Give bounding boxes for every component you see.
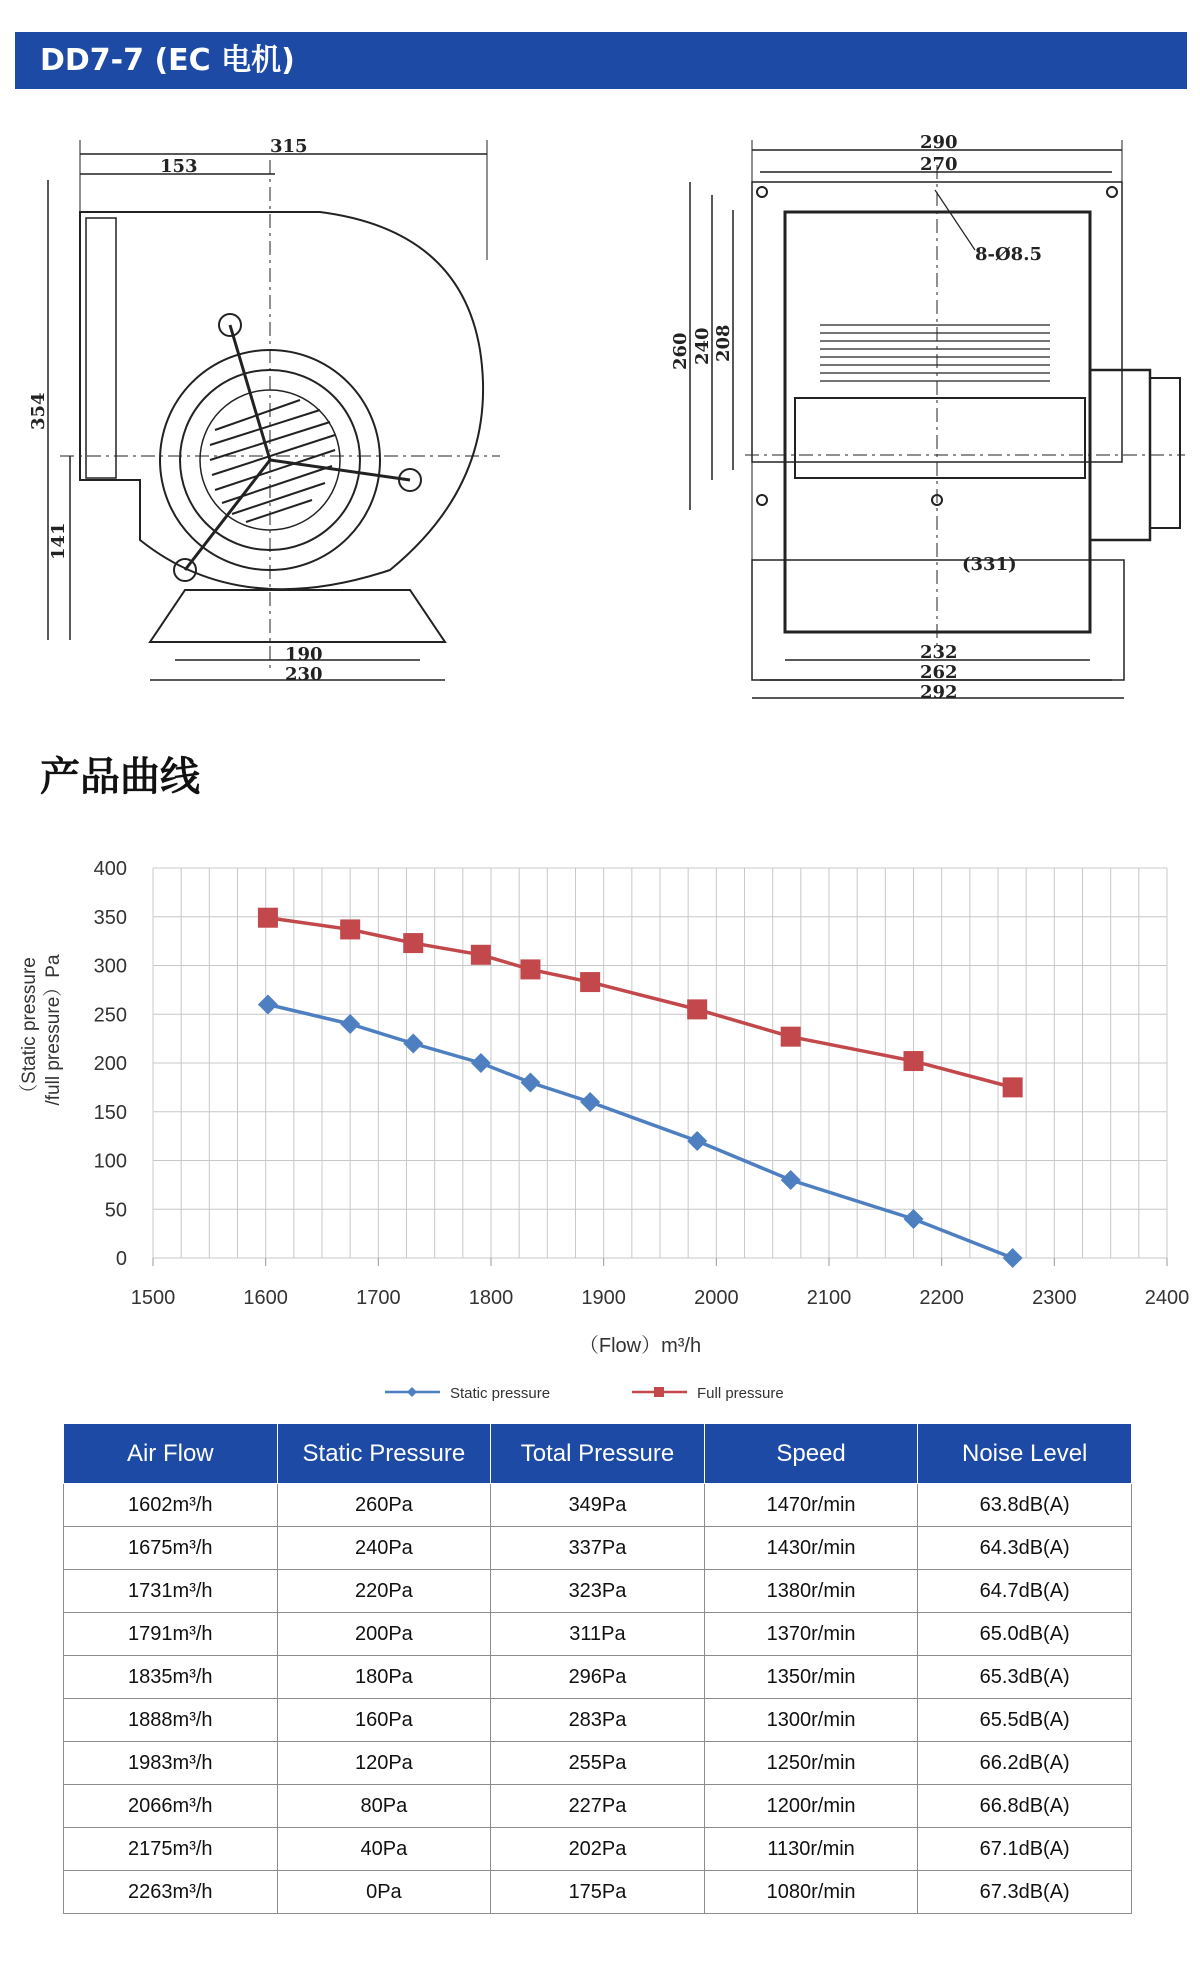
performance-table xyxy=(63,1423,1132,1914)
table-cell: 1200r/min xyxy=(704,1785,918,1828)
side-view-drawing xyxy=(690,140,1185,698)
dim-315: 315 xyxy=(270,136,308,157)
y-tick-labels xyxy=(94,858,127,1270)
x-tick-label: 2000 xyxy=(694,1287,739,1309)
table-row xyxy=(64,1527,1132,1570)
table-cell: 1731m³/h xyxy=(64,1570,278,1613)
x-tick-label: 2400 xyxy=(1144,1287,1190,1309)
table-cell: 80Pa xyxy=(277,1785,491,1828)
y-axis-label-line2: /full pressure）Pa xyxy=(43,954,64,1106)
y-tick-label: 0 xyxy=(115,1248,127,1270)
table-cell: 220Pa xyxy=(277,1570,491,1613)
table-cell: 1888m³/h xyxy=(64,1699,278,1742)
x-tick-label: 1500 xyxy=(130,1287,176,1309)
table-row xyxy=(64,1570,1132,1613)
y-tick-label: 400 xyxy=(93,858,127,880)
table-cell: 0Pa xyxy=(277,1871,491,1914)
technical-drawings xyxy=(0,100,1200,730)
table-cell: 1470r/min xyxy=(704,1484,918,1527)
static-pressure-point xyxy=(904,1209,924,1229)
table-cell: 65.3dB(A) xyxy=(918,1656,1132,1699)
dim-292: 292 xyxy=(920,682,958,703)
series-line-0 xyxy=(268,1005,1013,1259)
table-cell: 2066m³/h xyxy=(64,1785,278,1828)
table-cell: 1430r/min xyxy=(704,1527,918,1570)
full-pressure-point xyxy=(403,933,423,953)
table-cell: 1675m³/h xyxy=(64,1527,278,1570)
table-cell: 2175m³/h xyxy=(64,1828,278,1871)
column-header: Static Pressure xyxy=(277,1424,491,1484)
dim-141: 141 xyxy=(48,522,69,560)
table-cell: 349Pa xyxy=(491,1484,705,1527)
table-cell: 67.3dB(A) xyxy=(918,1871,1132,1914)
full-pressure-point xyxy=(340,919,360,939)
column-header: Total Pressure xyxy=(491,1424,705,1484)
chart-legend xyxy=(385,1385,784,1402)
dim-153: 153 xyxy=(160,156,198,177)
x-tick-label: 1900 xyxy=(581,1287,626,1309)
dim-331: (331) xyxy=(962,554,1017,575)
column-header: Air Flow xyxy=(64,1424,278,1484)
table-cell: 1080r/min xyxy=(704,1871,918,1914)
full-pressure-point xyxy=(520,959,540,979)
legend-label: Full pressure xyxy=(697,1385,784,1402)
table-cell: 1983m³/h xyxy=(64,1742,278,1785)
y-tick-label: 250 xyxy=(93,1004,127,1027)
table-cell: 66.8dB(A) xyxy=(918,1785,1132,1828)
static-pressure-point xyxy=(1003,1248,1023,1268)
dim-290: 290 xyxy=(920,132,958,153)
table-cell: 175Pa xyxy=(491,1871,705,1914)
static-pressure-point xyxy=(520,1073,540,1093)
table-cell: 66.2dB(A) xyxy=(918,1742,1132,1785)
table-header-row xyxy=(64,1424,1132,1484)
page-title: DD7-7 (EC 电机) xyxy=(15,32,1187,89)
front-view-drawing xyxy=(48,140,500,680)
static-pressure-point xyxy=(258,995,278,1015)
table-cell: 1250r/min xyxy=(704,1742,918,1785)
table-cell: 1350r/min xyxy=(704,1656,918,1699)
table-row xyxy=(64,1742,1132,1785)
dim-354: 354 xyxy=(28,392,49,430)
side-view-dimensions xyxy=(670,132,1042,703)
y-axis-label-line1: （Static pressure xyxy=(19,957,40,1103)
full-pressure-point xyxy=(258,908,278,928)
static-pressure-point xyxy=(580,1092,600,1112)
table-cell: 64.3dB(A) xyxy=(918,1527,1132,1570)
table-cell: 240Pa xyxy=(277,1527,491,1570)
table-row xyxy=(64,1828,1132,1871)
table-cell: 1300r/min xyxy=(704,1699,918,1742)
table-cell: 260Pa xyxy=(277,1484,491,1527)
static-pressure-point xyxy=(471,1053,491,1073)
series-line-1 xyxy=(268,918,1013,1088)
table-cell: 283Pa xyxy=(491,1699,705,1742)
table-cell: 202Pa xyxy=(491,1828,705,1871)
x-tick-label: 2200 xyxy=(919,1287,964,1309)
table-cell: 200Pa xyxy=(277,1613,491,1656)
full-pressure-point xyxy=(687,999,707,1019)
y-tick-label: 150 xyxy=(93,1101,127,1124)
dim-208: 208 xyxy=(713,324,734,362)
y-tick-label: 300 xyxy=(93,955,127,978)
static-pressure-point xyxy=(781,1170,801,1190)
table-cell: 65.5dB(A) xyxy=(918,1699,1132,1742)
table-cell: 255Pa xyxy=(491,1742,705,1785)
static-pressure-point xyxy=(687,1131,707,1151)
dim-262: 262 xyxy=(920,662,958,683)
table-cell: 323Pa xyxy=(491,1570,705,1613)
full-pressure-point xyxy=(781,1027,801,1047)
table-body xyxy=(64,1484,1132,1914)
table-row xyxy=(64,1699,1132,1742)
performance-chart xyxy=(0,840,1200,1410)
table-cell: 337Pa xyxy=(491,1527,705,1570)
legend-label: Static pressure xyxy=(450,1385,551,1402)
table-cell: 1370r/min xyxy=(704,1613,918,1656)
x-tick-label: 2300 xyxy=(1032,1287,1077,1309)
table-cell: 311Pa xyxy=(491,1613,705,1656)
table-cell: 1380r/min xyxy=(704,1570,918,1613)
table-cell: 65.0dB(A) xyxy=(918,1613,1132,1656)
y-tick-label: 350 xyxy=(93,906,127,929)
table-cell: 1835m³/h xyxy=(64,1656,278,1699)
x-tick-label: 1700 xyxy=(356,1287,401,1309)
table-cell: 180Pa xyxy=(277,1656,491,1699)
table-cell: 296Pa xyxy=(491,1656,705,1699)
column-header: Noise Level xyxy=(918,1424,1132,1484)
legend-marker xyxy=(654,1387,664,1397)
x-tick-label: 1600 xyxy=(243,1287,288,1309)
x-tick-label: 1800 xyxy=(468,1287,514,1309)
table-cell: 120Pa xyxy=(277,1742,491,1785)
table-cell: 63.8dB(A) xyxy=(918,1484,1132,1527)
y-tick-label: 100 xyxy=(93,1150,127,1173)
full-pressure-point xyxy=(904,1051,924,1071)
dim-190: 190 xyxy=(285,644,323,665)
series-lines xyxy=(268,918,1013,1258)
full-pressure-point xyxy=(1003,1077,1023,1097)
x-tick-label: 2100 xyxy=(806,1287,852,1309)
table-cell: 64.7dB(A) xyxy=(918,1570,1132,1613)
chart-grid xyxy=(153,868,1167,1266)
dim-232: 232 xyxy=(920,642,958,663)
column-header: Speed xyxy=(704,1424,918,1484)
table-cell: 1602m³/h xyxy=(64,1484,278,1527)
full-pressure-point xyxy=(580,972,600,992)
section-heading: 产品曲线 xyxy=(40,754,200,800)
dim-270: 270 xyxy=(920,154,958,175)
table-cell: 227Pa xyxy=(491,1785,705,1828)
table-cell: 1791m³/h xyxy=(64,1613,278,1656)
table-row xyxy=(64,1656,1132,1699)
full-pressure-point xyxy=(471,945,491,965)
y-tick-label: 50 xyxy=(104,1199,127,1222)
table-cell: 1130r/min xyxy=(704,1828,918,1871)
table-cell: 160Pa xyxy=(277,1699,491,1742)
dim-260: 260 xyxy=(670,332,691,370)
series-markers xyxy=(258,908,1023,1268)
y-tick-label: 200 xyxy=(93,1053,127,1075)
dim-230: 230 xyxy=(285,664,323,685)
x-tick-labels xyxy=(131,1287,1190,1309)
dim-8-d8-5: 8-Ø8.5 xyxy=(975,244,1042,265)
x-axis-label: （Flow）m³/h xyxy=(578,1335,702,1357)
dim-240: 240 xyxy=(692,327,713,365)
static-pressure-point xyxy=(340,1014,360,1034)
table-row xyxy=(64,1484,1132,1527)
table-row xyxy=(64,1871,1132,1914)
table-row xyxy=(64,1613,1132,1656)
table-cell: 40Pa xyxy=(277,1828,491,1871)
table-cell: 2263m³/h xyxy=(64,1871,278,1914)
table-row xyxy=(64,1785,1132,1828)
table-cell: 67.1dB(A) xyxy=(918,1828,1132,1871)
legend-marker xyxy=(407,1387,417,1397)
